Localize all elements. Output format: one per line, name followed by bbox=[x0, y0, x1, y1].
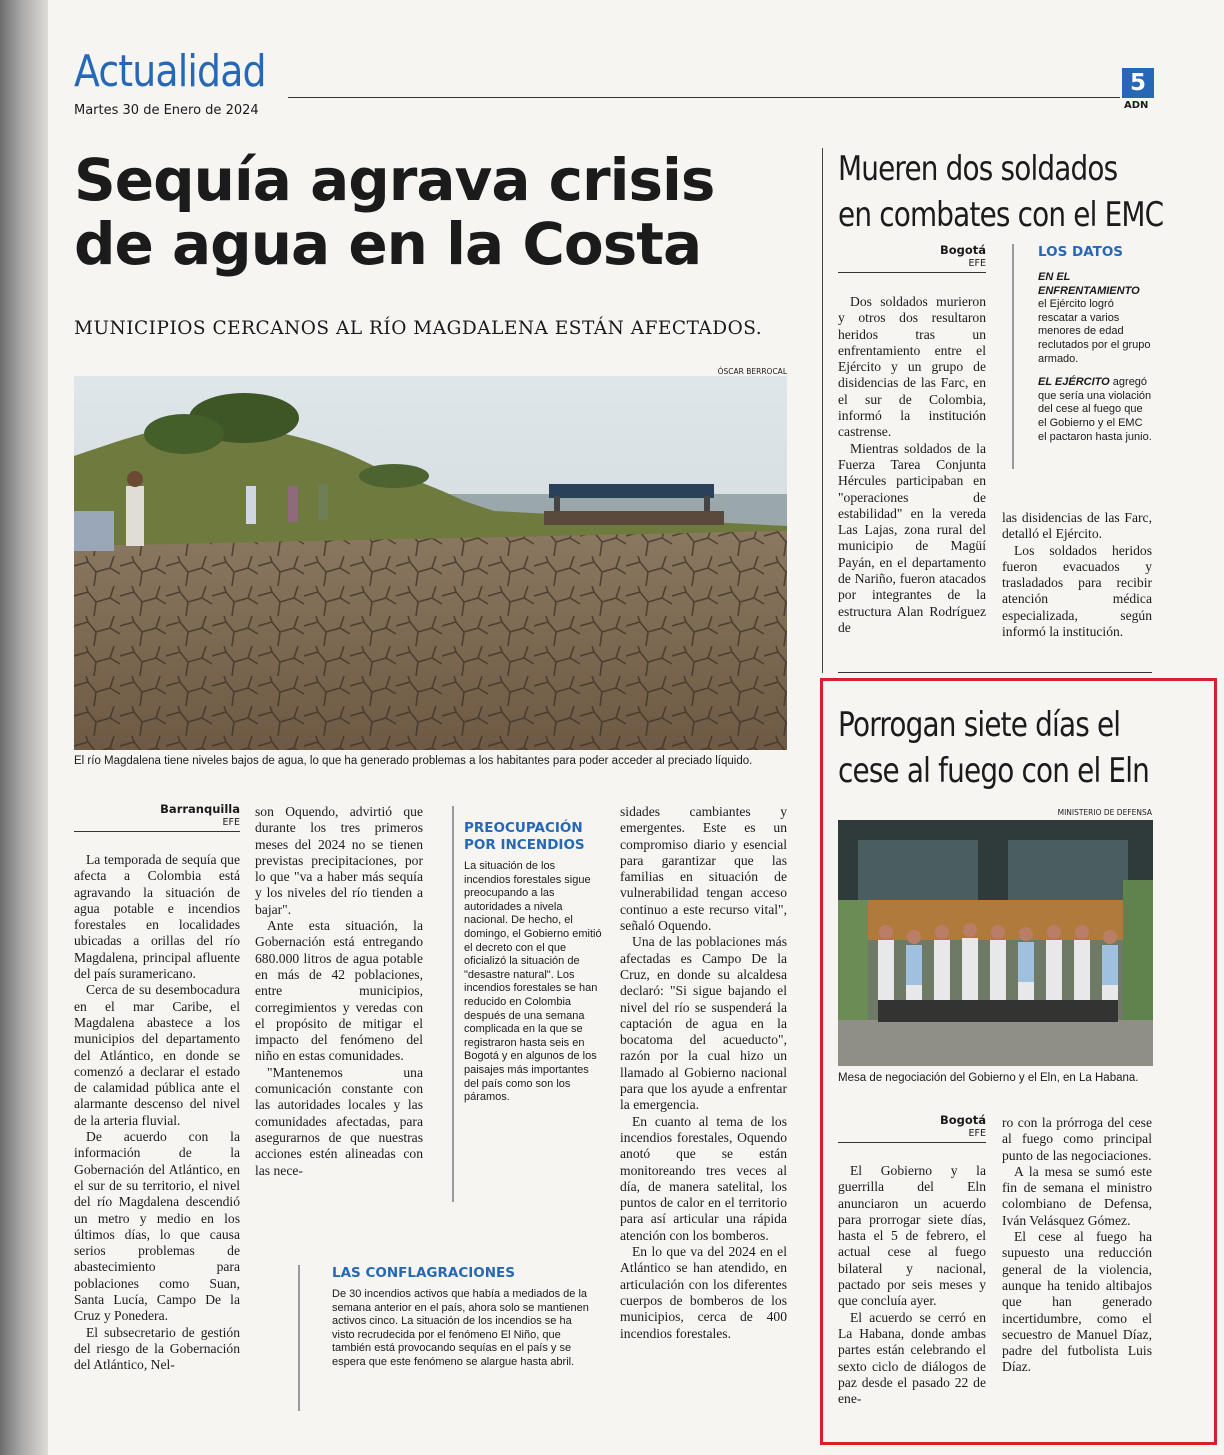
dateline-agency: EFE bbox=[222, 817, 240, 828]
header-rule bbox=[288, 97, 1120, 98]
dateline-agency: EFE bbox=[968, 1128, 986, 1139]
eln-photo-caption: Mesa de negociación del Gobierno y el Eln, en La Habana. bbox=[838, 1072, 1139, 1084]
soldiers-column-2 bbox=[1002, 510, 1152, 640]
main-kicker: MUNICIPIOS CERCANOS AL RÍO MAGDALENA ESTÁN AFECTADOS. bbox=[74, 318, 763, 339]
paragraph: El Gobierno y la guerrilla del Eln anunciaron un acuerdo para prorrogar siete días, hasta el 5 de febrero, el actual cese al fuego bilateral y nacional, pactado por seis meses y que concluía ayer. bbox=[838, 1163, 986, 1309]
data-item-1-text: el Ejército logró rescatar a varios menores de edad reclutados por el grupo armado. bbox=[1038, 298, 1151, 365]
paragraph: Dos soldados murieron y otros dos resultaron heridos tras un enfrentamiento entre el Ejército y un grupo de disidencias de las Farc, en el sur de Colombia, informó la institución castrense. bbox=[838, 294, 986, 440]
eln-headline bbox=[838, 702, 1149, 794]
paragraph: En lo que va del 2024 en el Atlántico se han atendido, en articulación con los diferentes cuerpos de bomberos de los municipios, cerca de 400 incendios forestales. bbox=[620, 1244, 787, 1341]
fires-sidebar-title: PREOCUPACIÓN POR INCENDIOS bbox=[464, 820, 585, 853]
main-dateline bbox=[74, 803, 240, 829]
fires-sidebar bbox=[452, 806, 602, 1202]
paragraph: El subsecretario de gestión del riesgo de la Gobernación del Atlántico, Nel- bbox=[74, 1324, 240, 1373]
eln-column-2 bbox=[1002, 1115, 1152, 1376]
eln-headline-line-1: Porrogan siete días el bbox=[838, 705, 1121, 745]
paragraph: son Oquendo, advirtió que durante los tres primeros meses del 2024 no se tienen previstas precipitaciones, por lo que "va a haber más sequía y los niveles del río tienden a bajar". bbox=[255, 804, 423, 917]
data-item-1 bbox=[1038, 271, 1154, 366]
column-divider bbox=[822, 148, 823, 673]
conflagrations-sidebar bbox=[298, 1265, 590, 1411]
paragraph: ro con la prórroga del cese al fuego como principal punto de las negociaciones. bbox=[1002, 1115, 1152, 1163]
soldiers-dateline bbox=[838, 244, 986, 270]
data-sidebar-title: LOS DATOS bbox=[1038, 244, 1124, 260]
eln-dateline bbox=[838, 1114, 986, 1140]
main-column-1 bbox=[74, 852, 240, 1374]
soldiers-headline-line-1: Mueren dos soldados bbox=[838, 149, 1118, 189]
dateline-agency: EFE bbox=[968, 258, 986, 269]
photo-credit: ÓSCAR BERROCAL bbox=[717, 367, 787, 376]
brand-logo: ADN bbox=[1124, 100, 1149, 111]
paragraph: Los soldados heridos fueron evacuados y trasladados para recibir atención médica especializada, según informó la institución. bbox=[1002, 542, 1152, 640]
eln-photo bbox=[838, 820, 1153, 1066]
page-spine-shadow bbox=[0, 0, 48, 1455]
eln-column-1 bbox=[838, 1163, 986, 1407]
paragraph: "Mantenemos una comunicación constante con las autoridades locales y las comunidades afectadas, para asegurarnos de que nuestras acciones estén alineadas con las nece- bbox=[255, 1064, 423, 1178]
conflagrations-sidebar-text: De 30 incendios activos que había a mediados de la semana anterior en el país, ahora solo se mantienen activos cinco. La situación de los incendios se ha visto recrudecida por el fenómeno El Niño, que también está provocando sequías en el país y se espera que este fenómeno se alargue hasta abril. bbox=[332, 1288, 589, 1368]
paragraph: Cerca de su desembocadura en el mar Caribe, el Magdalena abastece a los municipios del departamento del Atlántico, en donde se comenzó a declarar el estado de calamidad pública ante el alarmante descenso del nivel de la arteria fluvial. bbox=[74, 982, 240, 1128]
eln-headline-line-2: cese al fuego con el Eln bbox=[838, 751, 1150, 791]
soldiers-headline-line-2: en combates con el EMC bbox=[838, 195, 1164, 235]
data-sidebar bbox=[1012, 244, 1154, 469]
paragraph: La temporada de sequía que afecta a Colombia está agravando la situación de agua potable e incendios forestales en localidades ubicadas a orillas del río Magdalena, principal afluente del país suramericano. bbox=[74, 852, 240, 982]
soldiers-headline bbox=[838, 146, 1163, 238]
data-item-2-lead: EL EJÉRCITO bbox=[1038, 376, 1110, 389]
data-item-2 bbox=[1038, 376, 1154, 444]
dateline-city: Barranquilla bbox=[160, 802, 240, 816]
paragraph: Mientras soldados de la Fuerza Tarea Conjunta Hércules participaban en "operaciones de estabilidad" en la vereda Las Lajas, zona rural del municipio de Magüí Payán, en el departamento de Nariño, fueron atacados por integrantes de la estructura Alan Rodríguez de bbox=[838, 440, 986, 635]
paragraph: De acuerdo con la información de la Gobernación del Atlántico, en el sur de su territorio, el nivel del río Magdalena descendió un metro y medio en los últimos días, lo que causa serios problemas de abastecimiento para poblaciones como Suan, Santa Lucía, Campo De la Cruz y Ponedera. bbox=[74, 1129, 240, 1324]
eln-photo-credit: MINISTERIO DE DEFENSA bbox=[1057, 808, 1152, 817]
main-photo bbox=[74, 376, 787, 750]
section-title: Actualidad bbox=[74, 46, 266, 97]
main-photo-caption: El río Magdalena tiene niveles bajos de agua, lo que ha generado problemas a los habitantes para poder acceder al preciado líquido. bbox=[74, 755, 753, 767]
conflagrations-sidebar-title: LAS CONFLAGRACIONES bbox=[332, 1265, 516, 1281]
dateline-city: Bogotá bbox=[939, 1113, 986, 1127]
fires-sidebar-text: La situación de los incendios forestales sigue preocupando a las autoridades a nivela nacional. De hecho, el domingo, el Gobierno emitió el decreto con el que oficializó la situación de "desastre natural". Los incendios forestales se han reducido en Colombia después de una semana complicada en la que se registraron hasta seis en Bogotá y en algunos de los paisajes más importantes del país como son los páramos. bbox=[464, 860, 602, 1104]
paragraph: sidades cambiantes y emergentes. Este es un compromiso diario y esencial para garantizar que las familias en situación de vulnerabilidad tengan acceso continuo a este recurso vital", señaló Oquendo. bbox=[620, 804, 787, 934]
story-divider bbox=[838, 672, 1152, 673]
main-headline: Sequía agrava crisis de agua en la Costa bbox=[74, 146, 715, 278]
paragraph: El acuerdo se cerró en La Habana, donde ambas partes están celebrando el sexto ciclo de diálogos de paz desde el pasado 22 de ene- bbox=[838, 1309, 986, 1407]
data-item-2-text: agregó que sería una violación del cese al fuego que el Gobierno y el EMC el pactaron hasta junio. bbox=[1038, 376, 1152, 443]
data-item-1-lead: EN EL ENFRENTAMIENTO bbox=[1038, 271, 1140, 297]
dateline-rule bbox=[838, 1142, 986, 1143]
page-date: Martes 30 de Enero de 2024 bbox=[74, 103, 259, 118]
soldiers-column-1 bbox=[838, 294, 986, 636]
paragraph: las disidencias de las Farc, detalló el Ejército. bbox=[1002, 510, 1152, 542]
paragraph: Ante esta situación, la Gobernación está entregando 680.000 litros de agua potable en más de 42 poblaciones, entre municipios, corregimientos y veredas con el propósito de mitigar el impacto del fenómeno del niño en estas comunidades. bbox=[255, 918, 423, 1064]
dateline-city: Bogotá bbox=[939, 243, 986, 257]
main-column-2 bbox=[255, 804, 423, 1179]
paragraph: A la mesa se sumó este fin de semana el ministro colombiano de Defensa, Iván Velásquez Gómez. bbox=[1002, 1163, 1152, 1228]
dateline-rule bbox=[838, 272, 986, 273]
dateline-rule bbox=[74, 831, 240, 832]
main-column-4 bbox=[620, 804, 787, 1342]
page-number: 5 bbox=[1122, 68, 1154, 98]
paragraph: En cuanto al tema de los incendios forestales, Oquendo anotó que se están monitoreando tres veces al día, de manera satelital, los puntos de calor en el territorio para así articular una rápida atención con los bomberos. bbox=[620, 1113, 787, 1243]
paragraph: Una de las poblaciones más afectadas es Campo De la Cruz, en donde su alcaldesa declaró: "Si sigue bajando el nivel del río se suspenderá la captación de agua en la bocatoma del acueducto", razón por la cual hizo un llamado al Gobierno nacional para que los ayude a enfrentar la emergencia. bbox=[620, 934, 787, 1113]
paragraph: El cese al fuego ha supuesto una reducción general de la violencia, aunque ha tenido altibajos que han generado incertidumbre, como el secuestro de Manuel Díaz, padre del futbolista Luis Díaz. bbox=[1002, 1229, 1152, 1375]
